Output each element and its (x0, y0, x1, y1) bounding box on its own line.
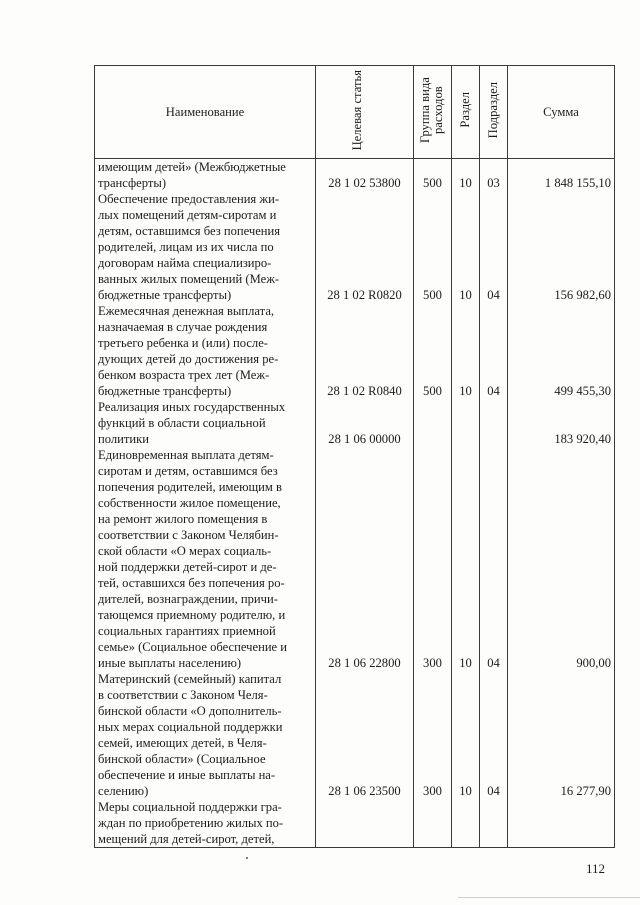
table-row (95, 447, 615, 671)
table-row (95, 671, 615, 799)
header-group: Группа вида расходов (414, 66, 452, 159)
row-group: 300 (414, 447, 452, 671)
row-target-code: 28 1 02 R0820 (316, 191, 414, 303)
row-subsection: 04 (480, 191, 508, 303)
header-subsection: Подраздел (480, 66, 508, 159)
row-group: 500 (414, 303, 452, 399)
page-number: 112 (586, 861, 606, 876)
table-row (95, 799, 615, 848)
row-target-code: 28 1 06 00000 (316, 399, 414, 447)
row-subsection: 04 (480, 447, 508, 671)
row-name: имеющим детей» (Межбюджетные трансферты) (95, 159, 316, 192)
row-subsection: 04 (480, 303, 508, 399)
row-section: 10 (452, 671, 480, 799)
row-name: Меры социальной поддержки гра- ждан по приобретению жилых по- мещений для детей-сирот, детей, (95, 799, 316, 848)
row-subsection: 03 (480, 159, 508, 192)
row-target-code (316, 799, 414, 848)
scan-speck (246, 857, 248, 859)
row-name: Реализация иных государственных функций в области социальной политики (95, 399, 316, 447)
row-section: 10 (452, 447, 480, 671)
header-name: Наименование (95, 66, 316, 159)
row-name: Обеспечение предоставления жи- лых помещений детям-сиротам и детям, оставшимся без попечения родителей, лицам из их числа по договорам найма специализиро- ванных жилых помещений (Меж- бюджетные трансферты) (95, 191, 316, 303)
row-target-code: 28 1 02 53800 (316, 159, 414, 192)
table-row (95, 191, 615, 303)
header-amount: Сумма (508, 66, 615, 159)
row-amount: 183 920,40 (508, 399, 615, 447)
row-subsection (480, 799, 508, 848)
row-group (414, 799, 452, 848)
row-group: 300 (414, 671, 452, 799)
table-row (95, 303, 615, 399)
table-header-row (95, 66, 615, 159)
row-subsection: 04 (480, 671, 508, 799)
row-group: 500 (414, 159, 452, 192)
row-group (414, 399, 452, 447)
row-amount: 1 848 155,10 (508, 159, 615, 192)
row-section (452, 399, 480, 447)
row-section: 10 (452, 159, 480, 192)
budget-table (94, 65, 615, 848)
row-section: 10 (452, 191, 480, 303)
row-target-code: 28 1 06 23500 (316, 671, 414, 799)
row-target-code: 28 1 02 R0840 (316, 303, 414, 399)
header-target: Целевая статья (316, 66, 414, 159)
bottom-edge-line (458, 897, 640, 898)
row-target-code: 28 1 06 22800 (316, 447, 414, 671)
row-section (452, 799, 480, 848)
row-amount: 156 982,60 (508, 191, 615, 303)
row-amount: 16 277,90 (508, 671, 615, 799)
row-name: Ежемесячная денежная выплата, назначаемая в случае рождения третьего ребенка и (или) после- дующих детей до достижения ре- бенком возраста трех лет (Меж- бюджетные трансферты) (95, 303, 316, 399)
row-group: 500 (414, 191, 452, 303)
row-name: Единовременная выплата детям- сиротам и детям, оставшимся без попечения родителей, имеющим в собственности жилое помещение, на ремонт жилого помещения в соответствии с Законом Челябин- ской области «О мерах социаль- ной поддержки детей-сирот и де- тей, оставшихся без попечения ро- дителей, вознаграждении, причи- тающемся приемному родителю, и социальных гарантиях приемной семье» (Социальное обеспечение и иные выплаты населению) (95, 447, 316, 671)
row-amount (508, 799, 615, 848)
row-section: 10 (452, 303, 480, 399)
row-amount: 499 455,30 (508, 303, 615, 399)
header-section: Раздел (452, 66, 480, 159)
row-subsection (480, 399, 508, 447)
table-row (95, 399, 615, 447)
row-amount: 900,00 (508, 447, 615, 671)
row-name: Материнский (семейный) капитал в соответствии с Законом Челя- бинской области «О дополнитель- ных мерах социальной поддержки семей, имеющих детей, в Челя- бинской области» (Социальное обеспечение и иные выплаты на- селению) (95, 671, 316, 799)
table-row (95, 159, 615, 192)
